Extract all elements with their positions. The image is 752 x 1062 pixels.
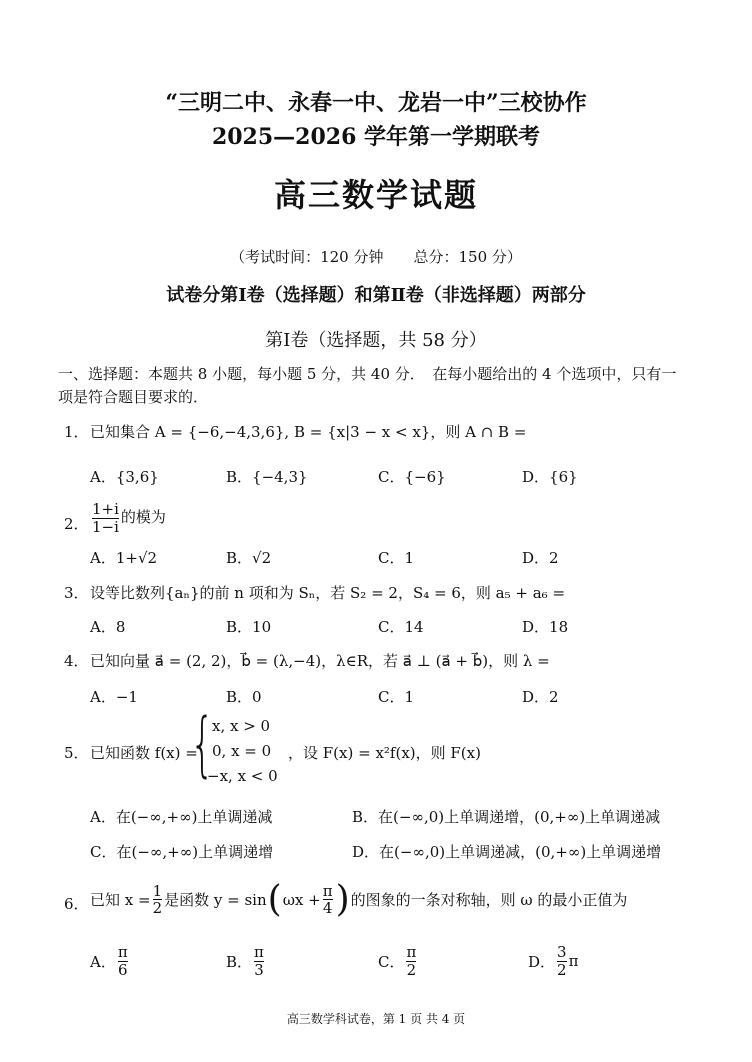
- fraction-numerator: π: [254, 943, 264, 961]
- question-stem-tail: ，设 F(x) = x²f(x)，则 F(x): [288, 744, 481, 762]
- fraction-numerator: π: [406, 943, 417, 961]
- fraction: [557, 944, 567, 978]
- option-b: [226, 944, 266, 978]
- option-a: [90, 944, 130, 978]
- fraction: [153, 883, 163, 917]
- left-paren-icon: (: [267, 879, 282, 920]
- page-title: 高三数学试题: [273, 176, 478, 214]
- question-number: 3．: [64, 584, 89, 602]
- option-b: B．{−4,3}: [226, 468, 308, 486]
- option-letter: D．: [528, 952, 556, 971]
- option-d: D．18: [522, 618, 569, 636]
- fraction-denominator: 3: [254, 960, 264, 979]
- option-letter: C．: [378, 952, 405, 971]
- case-3: −x, x < 0: [207, 767, 278, 785]
- option-d: D．2: [522, 688, 559, 706]
- option-d: D．2: [522, 549, 559, 567]
- option-b: B．在(−∞,0)上单调递增，(0,+∞)上单调递减: [352, 808, 661, 826]
- question-number: 2．: [64, 515, 89, 533]
- fraction-denominator: 4: [322, 899, 333, 917]
- option-letter: B．: [226, 952, 253, 971]
- question-stem: 设等比数列{aₙ}的前 n 项和为 Sₙ，若 S₂ = 2，S₄ = 6，则 a₅ + a₆ =: [90, 584, 566, 602]
- fraction-numerator: 1+i: [92, 500, 119, 518]
- fraction-numerator: 3: [557, 943, 567, 961]
- option-tail: π: [568, 952, 579, 970]
- option-a: A．在(−∞,+∞)上单调递减: [90, 808, 273, 826]
- option-c: [378, 944, 418, 978]
- case-2: 0, x = 0: [212, 742, 272, 760]
- exam-header-line2: 2025—2026 学年第一学期联考: [211, 124, 541, 150]
- fraction: [406, 944, 416, 978]
- fraction-denominator: 2: [152, 899, 163, 917]
- fraction-numerator: π: [117, 943, 128, 961]
- option-b: B．√2: [226, 549, 272, 567]
- option-c: C．1: [378, 688, 415, 706]
- exam-info: （考试时间：120 分钟 总分：150 分）: [230, 248, 522, 266]
- option-c: C．在(−∞,+∞)上单调递增: [90, 843, 274, 861]
- fraction-pi-4: [323, 883, 333, 917]
- option-c: C．1: [378, 549, 415, 567]
- fraction: [118, 944, 128, 978]
- question-number: 6．: [64, 895, 89, 913]
- option-b: B．10: [226, 618, 272, 636]
- stem-part-a: 已知 x =: [90, 891, 151, 909]
- right-paren-icon: ): [335, 879, 350, 920]
- question-number: 1．: [64, 423, 89, 441]
- fraction-numerator: π: [322, 881, 333, 900]
- option-a: A．8: [90, 618, 126, 636]
- instructions-line2: 项是符合题目要求的．: [58, 388, 209, 406]
- fraction-denominator: 2: [406, 960, 417, 979]
- question-number: 4．: [64, 652, 89, 670]
- instructions-line1: 一、选择题：本题共 8 小题，每小题 5 分，共 40 分． 在每小题给出的 4 个选项中，只有一: [58, 365, 677, 383]
- brace-icon: {: [190, 703, 215, 785]
- case-1: x, x > 0: [212, 717, 271, 735]
- page-footer: 高三数学科试卷，第 1 页 共 4 页: [286, 1012, 466, 1026]
- stem-part-b: 是函数 y = sin: [164, 891, 267, 909]
- stem-inner: ωx +: [282, 890, 321, 909]
- stem-part-c: 的图象的一条对称轴，则 ω 的最小正值为: [350, 891, 628, 909]
- fraction-numerator: 1: [152, 881, 163, 900]
- fraction-denominator: 2: [557, 960, 567, 979]
- option-a: A．−1: [90, 688, 138, 706]
- question-stem: [90, 501, 166, 535]
- option-c: C．{−6}: [378, 468, 446, 486]
- exam-header-line1: “三明二中、永春一中、龙岩一中”三校协作: [165, 90, 587, 116]
- option-letter: A．: [90, 952, 116, 971]
- option-a: A．1+√2: [90, 549, 158, 567]
- option-c: C．14: [378, 618, 424, 636]
- option-d: [528, 944, 578, 978]
- fraction: [92, 501, 119, 535]
- option-b: B．0: [226, 688, 262, 706]
- question-number: 5．: [64, 744, 89, 762]
- exam-parts: 试卷分第Ⅰ卷（选择题）和第Ⅱ卷（非选择题）两部分: [166, 285, 586, 306]
- section-title: 第Ⅰ卷（选择题，共 58 分）: [265, 330, 487, 351]
- question-stem-tail: 的模为: [120, 508, 166, 526]
- fraction: [254, 944, 264, 978]
- fraction-denominator: 1−i: [92, 517, 119, 536]
- option-d: D．在(−∞,0)上单调递减，(0,+∞)上单调递增: [352, 843, 662, 861]
- fraction-denominator: 6: [118, 960, 128, 979]
- question-stem: 已知集合 A = {−6,−4,3,6}, B = {x|3 − x < x}，则 A ∩ B =: [90, 423, 527, 441]
- option-a: A．{3,6}: [90, 468, 159, 486]
- question-stem: 已知向量 a⃗ = (2, 2)，b⃗ = (λ,−4)，λ∈R，若 a⃗ ⊥ (a⃗ + b⃗)，则 λ =: [90, 652, 550, 670]
- question-stem: [90, 879, 627, 920]
- option-d: D．{6}: [522, 468, 578, 486]
- question-stem-head: 已知函数 f(x) =: [90, 744, 198, 762]
